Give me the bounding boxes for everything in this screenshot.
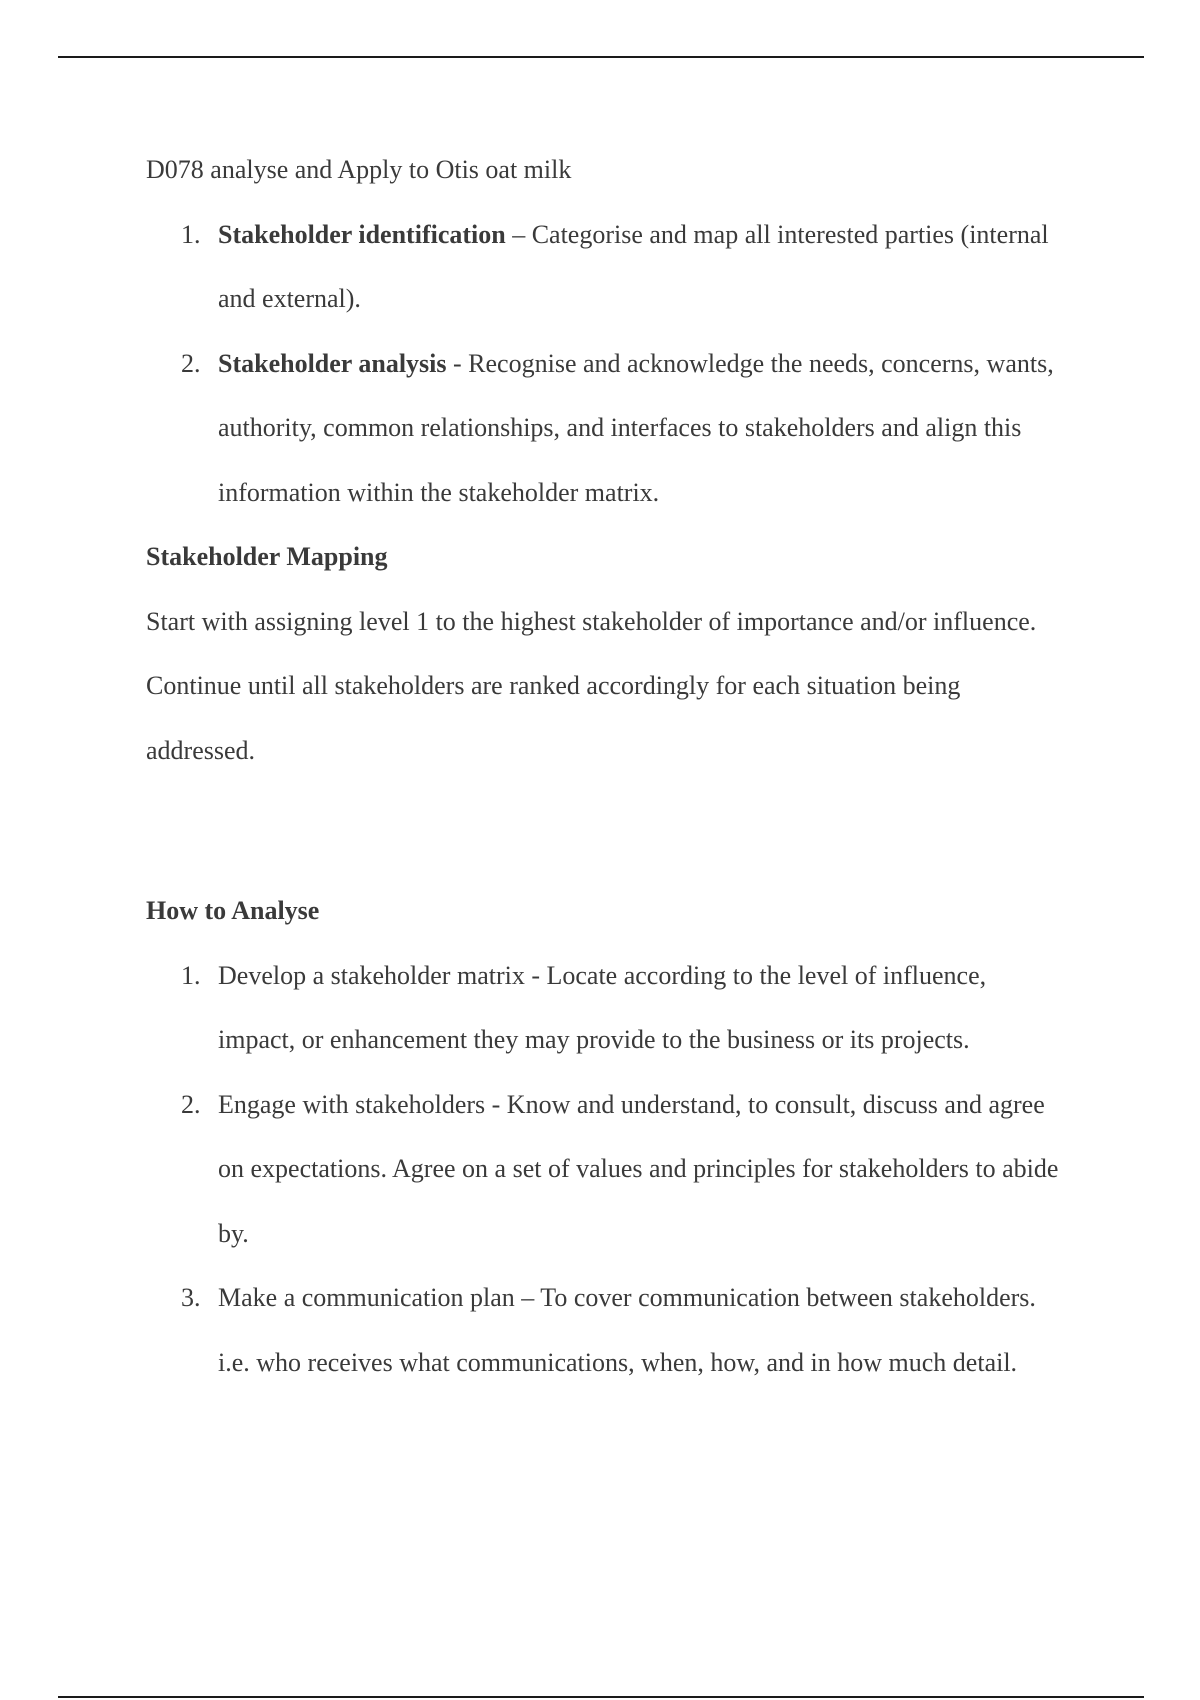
analyse-heading: How to Analyse xyxy=(146,896,320,925)
list-number: 2. xyxy=(181,1089,201,1119)
document-title: D078 analyse and Apply to Otis oat milk xyxy=(146,155,572,184)
list-item-text xyxy=(218,349,1054,507)
document-body xyxy=(146,138,1066,1395)
list-item-body: – Categorise and map all interested parties (internal and external). xyxy=(218,219,1049,313)
list-item xyxy=(146,203,1066,332)
list-item-bold: Stakeholder analysis xyxy=(218,348,447,378)
list-item-body: - Recognise and acknowledge the needs, concerns, wants, authority, common relationships, and interfaces to stakeholders and align this information within the stakeholder matrix. xyxy=(218,348,1054,507)
list-number: 2. xyxy=(181,348,201,378)
list-number: 3. xyxy=(181,1283,201,1312)
list-item xyxy=(146,332,1066,526)
list-item-bold: Stakeholder identification xyxy=(218,219,506,249)
list-item xyxy=(146,1073,1066,1267)
list-item xyxy=(146,944,1066,1073)
mapping-heading: Stakeholder Mapping xyxy=(146,542,388,571)
list-number: 1. xyxy=(181,219,201,249)
list-item-text: Engage with stakeholders - Know and understand, to consult, discuss and agree on expectations. Agree on a set of values and principles for stakeholders to abide by. xyxy=(218,1089,1059,1248)
header-rule xyxy=(58,56,1144,58)
section-spacer xyxy=(146,783,1066,879)
list-item-text: Develop a stakeholder matrix - Locate according to the level of influence, impact, or enhancement they may provide to the business or its projects. xyxy=(218,960,987,1054)
footer-rule xyxy=(58,1696,1144,1698)
list-item-text: Make a communication plan – To cover communication between stakeholders. i.e. who receives what communications, when, how, and in how much detail. xyxy=(218,1283,1036,1377)
list-item xyxy=(146,1266,1066,1395)
mapping-paragraph: Start with assigning level 1 to the highest stakeholder of importance and/or influence. Continue until all stakeholders are ranked accordingly for each situation being addressed. xyxy=(146,606,1037,765)
list-item-text xyxy=(218,220,1049,314)
list-number: 1. xyxy=(181,960,201,990)
analyse-list xyxy=(146,944,1066,1396)
identification-list xyxy=(146,203,1066,526)
